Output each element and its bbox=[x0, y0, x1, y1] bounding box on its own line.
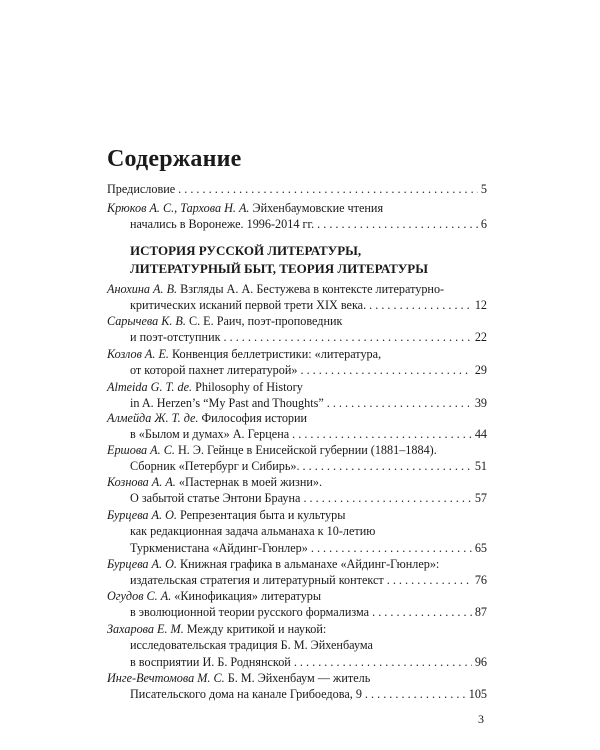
toc-entry[interactable] bbox=[107, 442, 487, 475]
entry-text: критических исканий первой трети XIX века. bbox=[130, 298, 367, 313]
entry-text: как редакционная задача альманаха к 10-летию bbox=[130, 524, 376, 539]
entry-author: Захарова Е. М. bbox=[107, 622, 184, 636]
entry-page: 39 bbox=[474, 396, 487, 411]
toc-entry-preface[interactable] bbox=[107, 181, 487, 197]
entry-page: 29 bbox=[474, 363, 487, 378]
entry-author: Крюков А. С., Тархова Н. А. bbox=[107, 201, 250, 215]
entry-page: 6 bbox=[480, 217, 487, 232]
entry-page: 51 bbox=[474, 459, 487, 474]
entry-text: Туркменистана «Айдинг-Гюнлер» bbox=[130, 540, 308, 555]
entry-text: О забытой статье Энтони Брауна bbox=[130, 491, 301, 506]
entry-text: в эволюционной теории русского формализма bbox=[130, 605, 370, 620]
entry-page: 57 bbox=[474, 491, 487, 506]
entry-author: Кознова А. А. bbox=[107, 475, 176, 489]
entry-text: начались в Воронеже. 1996-2014 гг. bbox=[130, 217, 315, 232]
entry-text: Взгляды А. А. Бестужева в контексте литературно- bbox=[180, 282, 445, 296]
toc-entry[interactable] bbox=[107, 474, 487, 507]
entry-page: 5 bbox=[480, 182, 487, 196]
entry-author: Ершова А. С. bbox=[107, 443, 175, 457]
entry-text: «Кинофикация» литературы bbox=[174, 589, 322, 603]
entry-page: 105 bbox=[468, 687, 487, 702]
dot-leader bbox=[303, 458, 472, 474]
entry-page: 65 bbox=[474, 540, 487, 555]
entry-text: Между критикой и наукой: bbox=[186, 622, 327, 636]
entry-text: от которой пахнет литературой» bbox=[130, 363, 298, 378]
entry-text: Предисловие bbox=[107, 182, 176, 196]
toc-entry[interactable] bbox=[107, 507, 487, 556]
toc-entry[interactable] bbox=[107, 621, 487, 670]
dot-leader bbox=[224, 329, 472, 345]
entry-text: Писательского дома на канале Грибоедова, 9 bbox=[130, 687, 362, 702]
entry-author: Almeida G. T. de. bbox=[107, 380, 193, 394]
toc-entry[interactable] bbox=[107, 670, 487, 703]
entry-text: Книжная графика в альманахе «Айдинг-Гюнлер»: bbox=[179, 557, 440, 571]
dot-leader bbox=[387, 572, 472, 588]
dot-leader bbox=[317, 216, 478, 232]
toc-entry[interactable] bbox=[107, 379, 487, 412]
entry-author: Инге-Вечтомова М. С. bbox=[107, 671, 225, 685]
dot-leader bbox=[365, 686, 466, 702]
entry-text: Конвенция беллетристики: «литература, bbox=[171, 347, 382, 361]
toc-entry[interactable] bbox=[107, 281, 487, 314]
dot-leader bbox=[300, 362, 471, 378]
entry-page: 12 bbox=[474, 298, 487, 313]
entry-text: в «Былом и думах» А. Герцена bbox=[130, 427, 290, 442]
toc-entry[interactable] bbox=[107, 200, 487, 233]
entry-page: 22 bbox=[474, 330, 487, 345]
entry-author: Бурцева А. О. bbox=[107, 508, 177, 522]
entry-author: Алмейда Ж. Т. де. bbox=[107, 411, 199, 425]
entry-author: Бурцева А. О. bbox=[107, 557, 177, 571]
toc-entry[interactable] bbox=[107, 346, 487, 379]
entry-page: 96 bbox=[474, 654, 487, 669]
entry-author: Огудов С. А. bbox=[107, 589, 172, 603]
toc-entry[interactable] bbox=[107, 313, 487, 346]
entry-author: Козлов А. Е. bbox=[107, 347, 169, 361]
entry-text: в восприятии И. Б. Роднянской bbox=[130, 654, 291, 669]
entry-text: исследовательская традиция Б. М. Эйхенбаума bbox=[130, 638, 373, 653]
entry-page: 76 bbox=[474, 573, 487, 588]
section-heading: ИСТОРИЯ РУССКОЙ ЛИТЕРАТУРЫ, ЛИТЕРАТУРНЫЙ БЫТ, ТЕОРИЯ ЛИТЕРАТУРЫ bbox=[130, 243, 429, 276]
entry-text: Philosophy of History bbox=[195, 380, 303, 394]
toc-entry[interactable] bbox=[107, 410, 487, 443]
page-title: Содержание bbox=[107, 146, 242, 172]
page-number: 3 bbox=[478, 712, 484, 726]
entry-author: Сарычева К. В. bbox=[107, 314, 186, 328]
dot-leader bbox=[294, 654, 472, 670]
entry-text: «Пастернак в моей жизни». bbox=[178, 475, 323, 489]
entry-text: издательская стратегия и литературный контекст bbox=[130, 573, 384, 588]
toc-entry[interactable] bbox=[107, 588, 487, 621]
dot-leader bbox=[292, 426, 472, 442]
entry-page: 44 bbox=[474, 427, 487, 442]
entry-page: 87 bbox=[474, 605, 487, 620]
entry-text: С. Е. Раич, поэт-проповедник bbox=[188, 314, 343, 328]
entry-text: Эйхенбаумовские чтения bbox=[252, 201, 384, 215]
entry-text: Репрезентация быта и культуры bbox=[179, 508, 346, 522]
dot-leader bbox=[372, 604, 472, 620]
entry-author: Анохина А. В. bbox=[107, 282, 178, 296]
dot-leader bbox=[178, 181, 478, 197]
dot-leader bbox=[303, 490, 471, 506]
entry-text: Б. М. Эйхенбаум — житель bbox=[227, 671, 371, 685]
entry-text: Философия истории bbox=[201, 411, 308, 425]
dot-leader bbox=[369, 297, 472, 313]
entry-text: in A. Herzen’s “My Past and Thoughts” bbox=[130, 396, 324, 411]
entry-text: Сборник «Петербург и Сибирь». bbox=[130, 459, 300, 474]
entry-text: Н. Э. Гейнце в Енисейской губернии (1881–1884). bbox=[177, 443, 437, 457]
toc-entry[interactable] bbox=[107, 556, 487, 589]
entry-text: и поэт-отступник bbox=[130, 330, 221, 345]
dot-leader bbox=[311, 540, 472, 556]
